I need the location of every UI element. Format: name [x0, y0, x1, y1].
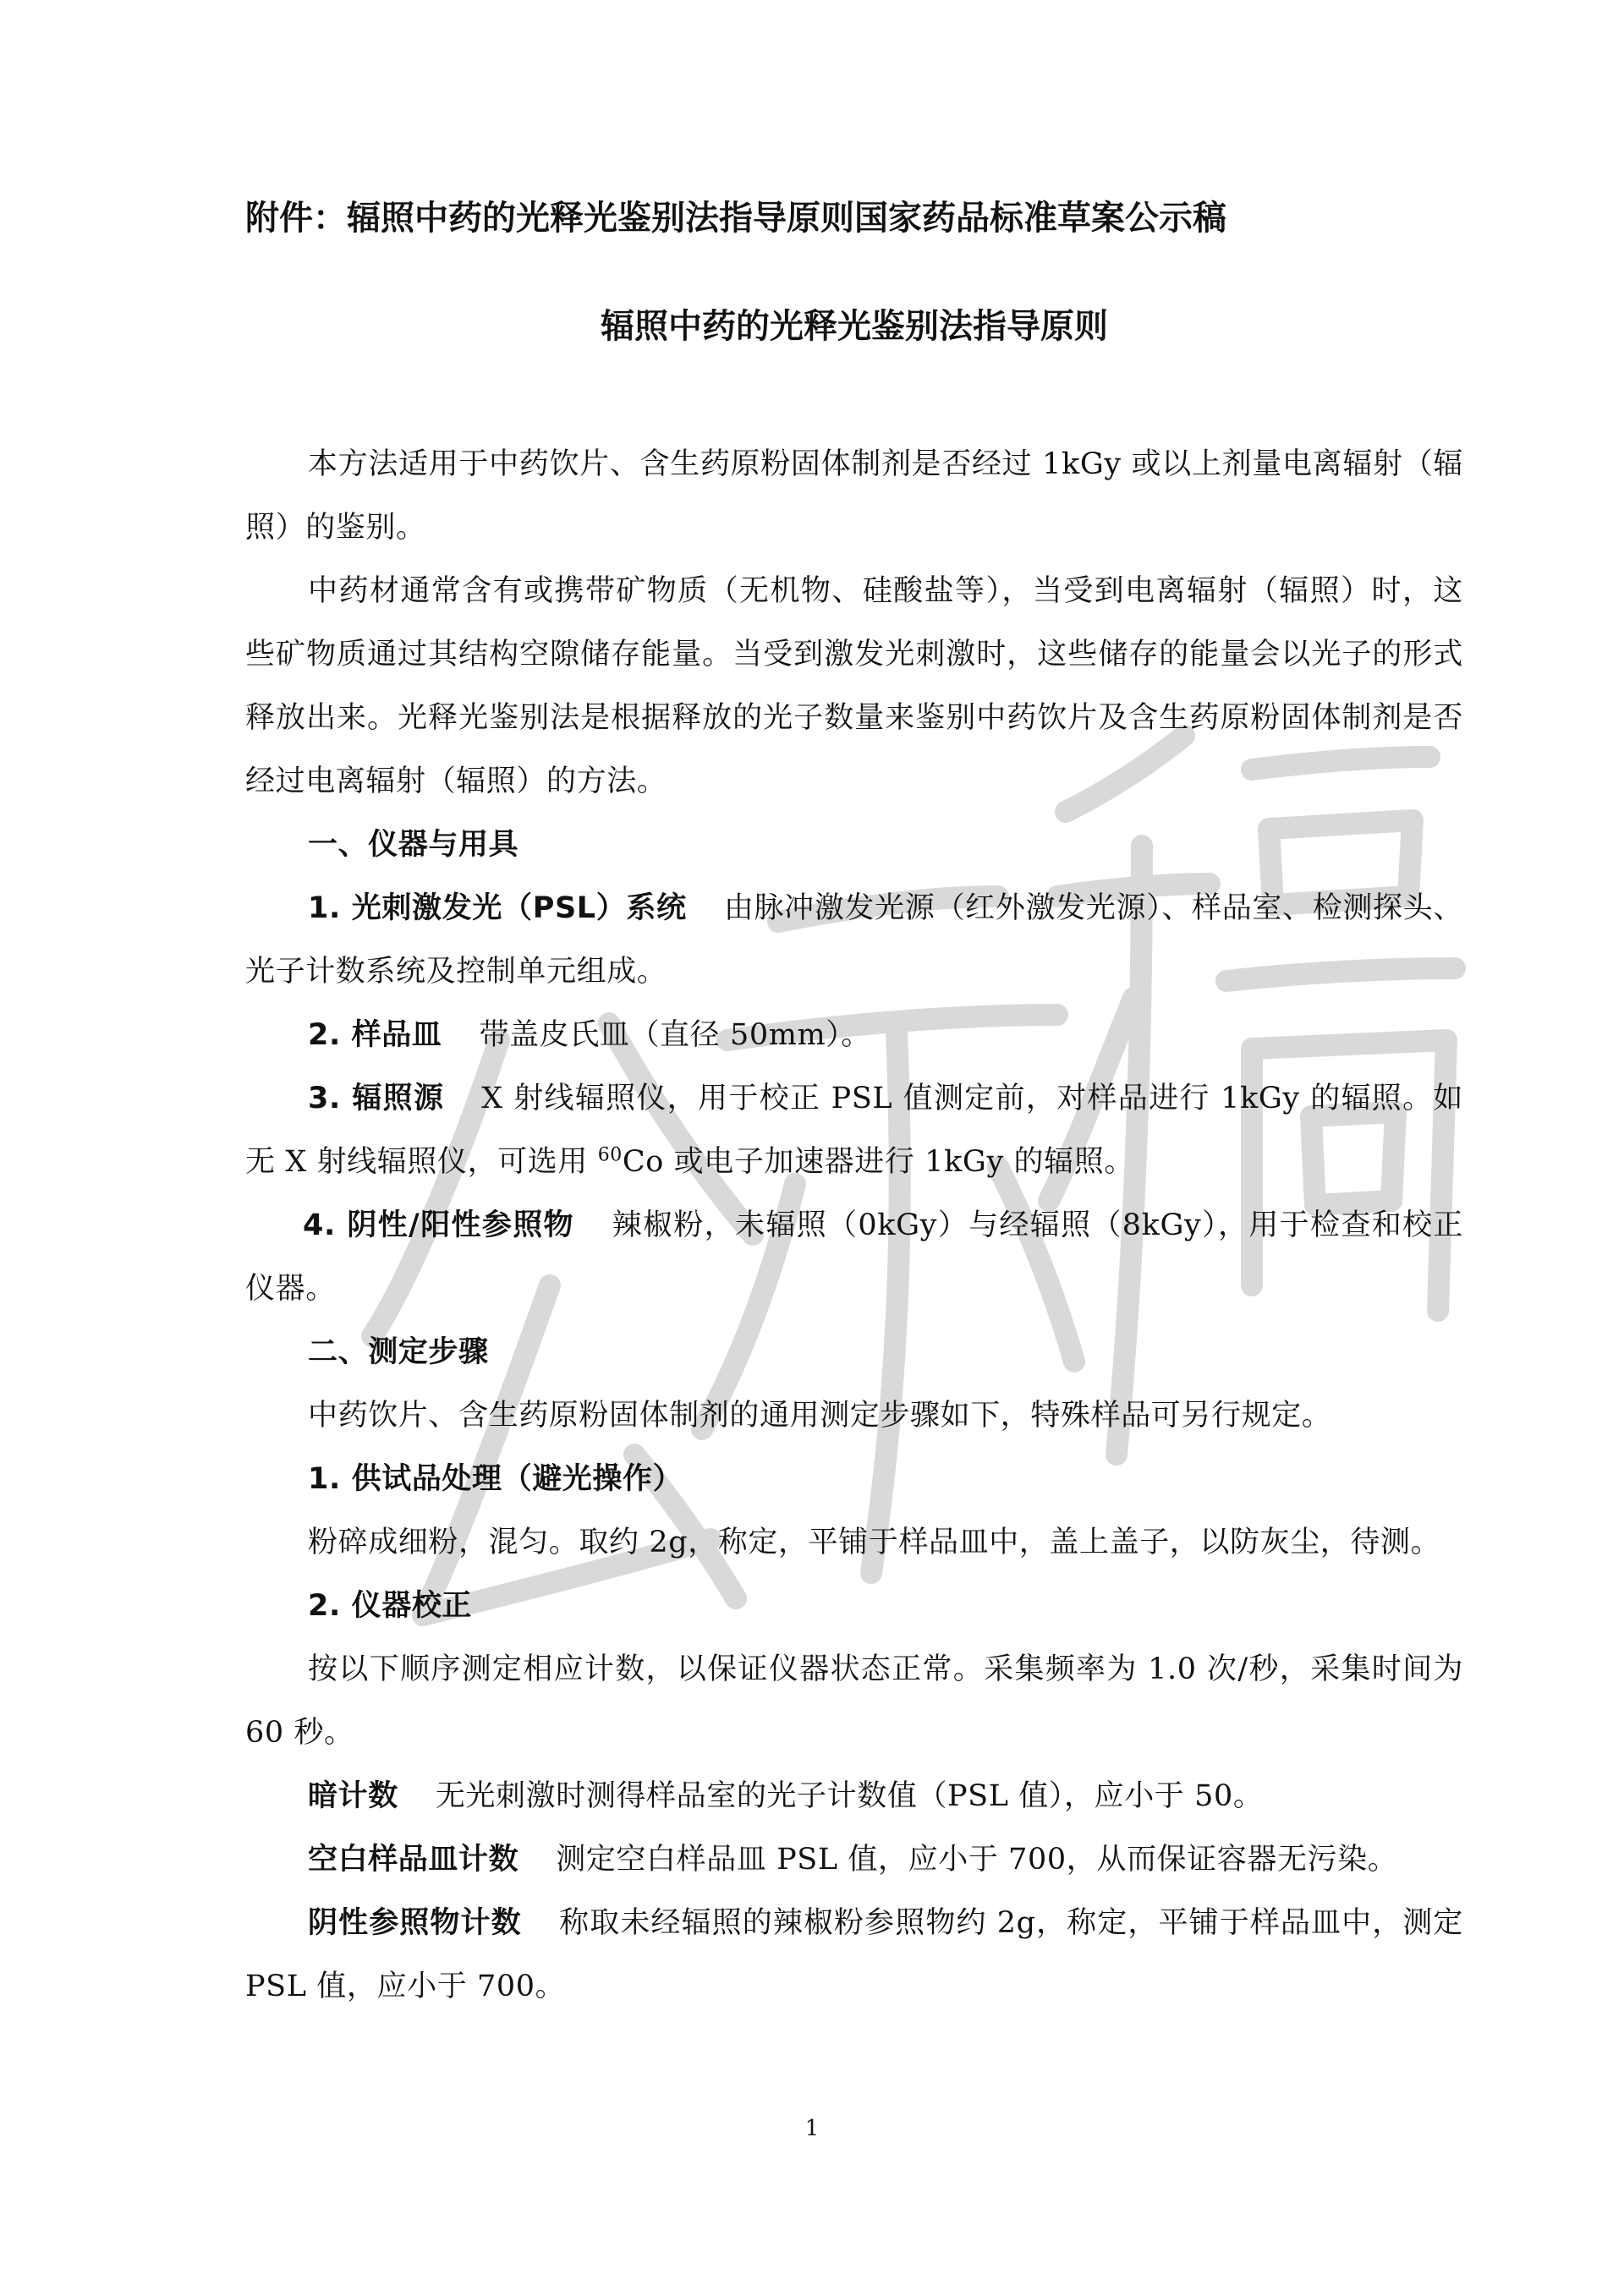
instrument-item-4-text: 辣椒粉，未辐照（0kGy）与经辐照（8kGy），用于检查和校正仪器。: [245, 1208, 1463, 1306]
intro-paragraph-1: 本方法适用于中药饮片、含生药原粉固体制剂是否经过 1kGy 或以上剂量电离辐射（辐照）的鉴别。: [245, 447, 1463, 545]
negative-reference-count-item: [245, 1892, 1463, 2019]
page-number: 1: [804, 2116, 820, 2141]
dark-count-item: [245, 1765, 1463, 1828]
instrument-item-1-text: 由脉冲激发光源（红外激发光源）、样品室、检测探头、光子计数系统及控制单元组成。: [245, 891, 1463, 989]
instrument-item-1-heading: 1. 光刺激发光（PSL）系统: [308, 891, 687, 925]
instrument-item-4: [245, 1194, 1463, 1321]
attachment-title: 附件：辐照中药的光释光鉴别法指导原则国家药品标准草案公示稿: [245, 199, 1226, 238]
step-2-heading: 2. 仪器校正: [308, 1589, 473, 1623]
instrument-item-4-heading: 4. 阴性/阳性参照物: [303, 1208, 574, 1242]
section-heading-instruments: 一、仪器与用具: [308, 828, 519, 862]
instrument-item-3-heading: 3. 辐照源: [308, 1082, 445, 1115]
step-2-text: 按以下顺序测定相应计数，以保证仪器状态正常。采集频率为 1.0 次/秒，采集时间为 60 秒。: [245, 1652, 1463, 1750]
instrument-item-1: [245, 877, 1463, 1004]
instrument-item-2-text: 带盖皮氏皿（直径 50mm）。: [479, 1018, 871, 1052]
step-1-heading: 1. 供试品处理（避光操作）: [308, 1462, 683, 1496]
blank-dish-count-text: 测定空白样品皿 PSL 值，应小于 700，从而保证容器无污染。: [556, 1843, 1398, 1877]
procedure-intro: 中药饮片、含生药原粉固体制剂的通用测定步骤如下，特殊样品可另行规定。: [308, 1399, 1332, 1433]
negative-reference-count-heading: 阴性参照物计数: [308, 1906, 522, 1940]
instrument-item-3: [245, 1067, 1463, 1194]
blank-dish-count-heading: 空白样品皿计数: [308, 1843, 519, 1877]
section-heading-procedure: 二、测定步骤: [308, 1335, 489, 1369]
intro-paragraph-2: 中药材通常含有或携带矿物质（无机物、硅酸盐等），当受到电离辐射（辐照）时，这些矿物质通过其结构空隙储存能量。当受到激发光刺激时，这些储存的能量会以光子的形式释放出来。光释光鉴别法是根据释放的光子数量来鉴别中药饮片及含生药原粉固体制剂是否经过电离辐射（辐照）的方法。: [245, 574, 1463, 798]
instrument-item-2-heading: 2. 样品皿: [308, 1018, 442, 1052]
document-title: 辐照中药的光释光鉴别法指导原则: [601, 307, 1108, 346]
dark-count-text: 无光刺激时测得样品室的光子计数值（PSL 值），应小于 50。: [435, 1779, 1264, 1813]
instrument-item-2: [245, 1004, 1463, 1067]
negative-reference-count-text: 称取未经辐照的辣椒粉参照物约 2g，称定，平铺于样品皿中，测定 PSL 值，应小于 700。: [245, 1906, 1463, 2003]
document-body: [245, 433, 1463, 2019]
isotope-superscript: 60: [597, 1144, 623, 1166]
step-1-text: 粉碎成细粉，混匀。取约 2g，称定，平铺于样品皿中，盖上盖子，以防灰尘，待测。: [308, 1526, 1441, 1559]
blank-dish-count-item: [245, 1828, 1463, 1892]
instrument-item-3-text-b: Co 或电子加速器进行 1kGy 的辐照。: [622, 1145, 1134, 1179]
document-content: [245, 193, 1463, 2019]
instrument-item-3-text-a: X 射线辐照仪，用于校正 PSL 值测定前，对样品进行 1kGy 的辐照。如无 X 射线辐照仪，可选用: [245, 1082, 1464, 1179]
dark-count-heading: 暗计数: [308, 1779, 398, 1813]
